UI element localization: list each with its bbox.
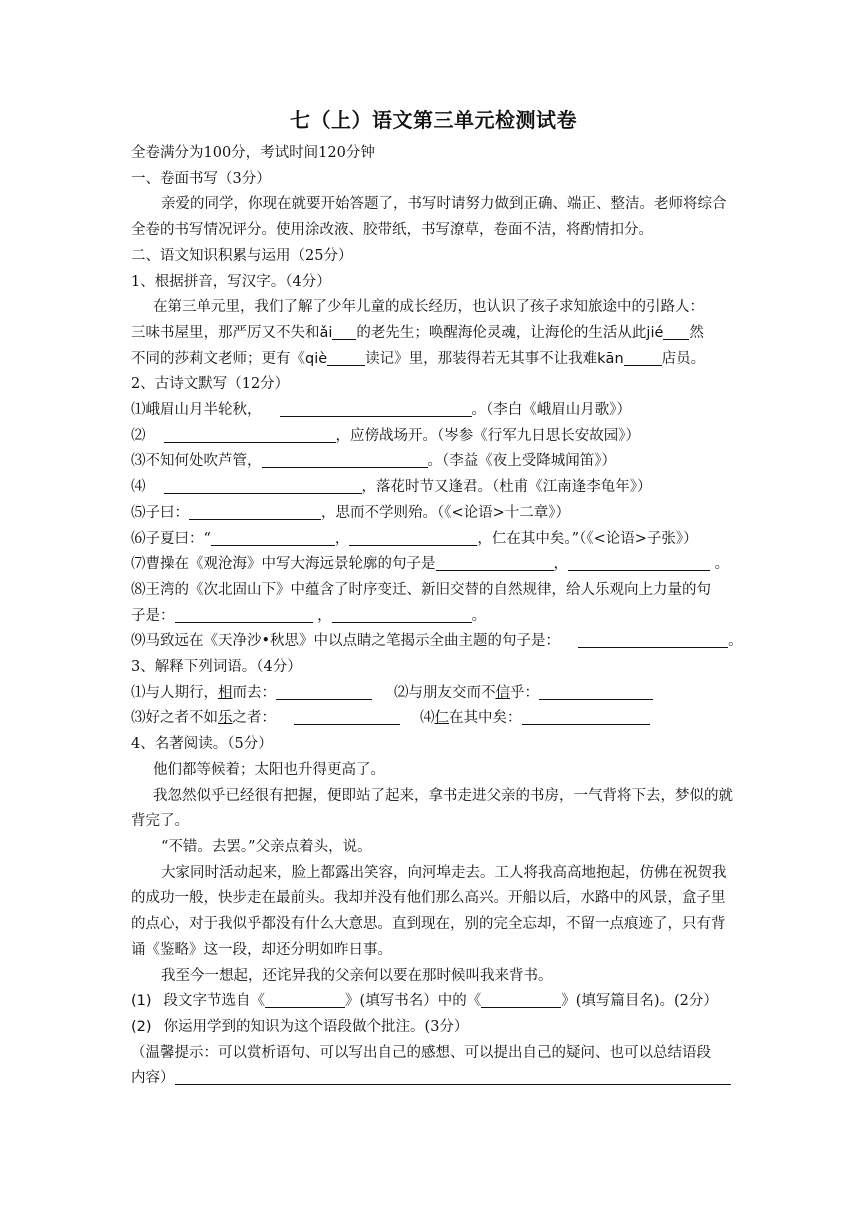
answer-blank-word-4[interactable] bbox=[522, 708, 650, 725]
reading-para-4: 大家同时活动起来，脸上都露出笑容，向河埠走去。工人将我高高地抱起，仿佛在祝贺我的成功一般，快步走在最前头。我却并没有他们那么高兴。开船以后，水路中的风景，盒子里的点心，对于我似乎都没有什么大意思。直到现在，别的完全忘却，不留一点痕迹了，只有背诵《鉴略》这一段，却还分明如昨日事。 bbox=[131, 864, 727, 958]
answer-blank-ai[interactable] bbox=[332, 323, 356, 340]
section1-text: 亲爱的同学，你现在就要开始答题了，书写时请努力做到正确、端正、整洁。老师将综合全卷的书写情况评分。使用涂改液、胶带纸，书写潦草，卷面不洁，将酌情扣分。 bbox=[131, 196, 727, 239]
q4-sub1: (1) 段文字节选自《 》(填写书名）中的《 》(填写篇目名)。(2分） bbox=[131, 993, 718, 1010]
pinyin-ai: ǎi bbox=[319, 324, 333, 341]
poem-line-8a: ⑻王湾的《次北固山下》中蕴含了时序变迁、新旧交替的自然规律，给人乐观向上力量的句 bbox=[131, 581, 711, 598]
q1-line3: 不同的莎莉文老师；更有《qiè 读记》里，那装得若无其事不让我难kān 店员。 bbox=[131, 350, 706, 367]
poem-line-1: ⑴峨眉山月半轮秋， 。（李白《峨眉山月歌》） bbox=[131, 402, 631, 419]
q1-line2: 三味书屋里，那严厉又不失和ǎi 的老先生；唤醒海伦灵魂，让海伦的生活从此jié 然 bbox=[131, 324, 704, 341]
poem-line-8b: 子是： ， 。 bbox=[131, 607, 487, 624]
exam-intro: 全卷满分为100分，考试时间120分钟 bbox=[131, 145, 375, 161]
answer-blank-annotation[interactable] bbox=[175, 1068, 731, 1085]
pinyin-jie: jié bbox=[646, 324, 664, 341]
answer-blank-poem-3[interactable] bbox=[262, 451, 428, 468]
answer-blank-poem-2[interactable] bbox=[164, 426, 336, 443]
poem-line-6: ⑹子夏曰：“ ， ，仁在其中矣。”（《<论语>子张》） bbox=[131, 530, 698, 547]
answer-blank-poem-7a[interactable] bbox=[436, 554, 554, 571]
answer-blank-jie[interactable] bbox=[663, 323, 689, 340]
pinyin-qie: qiè bbox=[305, 350, 328, 367]
answer-blank-word-1[interactable] bbox=[276, 683, 372, 700]
answer-blank-word-2[interactable] bbox=[539, 683, 653, 700]
q4-sub2: (2) 你运用学到的知识为这个语段做个批注。(3分） bbox=[131, 1018, 469, 1035]
answer-blank-chapter[interactable] bbox=[481, 991, 561, 1008]
reading-para-3: “不错。去罢。”父亲点着头，说。 bbox=[161, 838, 372, 855]
exam-content bbox=[131, 104, 743, 1092]
poem-line-5: ⑸子曰： ，思而不学则殆。（《<论语>十二章》） bbox=[131, 504, 571, 521]
answer-blank-poem-5[interactable] bbox=[189, 503, 321, 520]
reading-para-5: 我至今一想起，还诧异我的父亲何以要在那时候叫我来背书。 bbox=[161, 967, 553, 984]
poem-line-3: ⑶不知何处吹芦管， 。（李益《夜上受降城闻笛》） bbox=[131, 453, 616, 470]
answer-blank-poem-8b[interactable] bbox=[332, 606, 472, 623]
q4-tip-line2: 内容） bbox=[131, 1066, 736, 1092]
answer-blank-poem-7b[interactable] bbox=[568, 554, 710, 571]
poem-line-9: ⑼马致远在《天净沙•秋思》中以点睛之笔揭示全曲主题的句子是： 。 bbox=[131, 633, 743, 650]
q3-row2: ⑶好之者不如乐之者： ⑷仁在其中矣： bbox=[131, 706, 736, 732]
answer-blank-qie[interactable] bbox=[327, 349, 365, 366]
pinyin-kan: kān bbox=[597, 350, 624, 367]
poem-line-7: ⑺曹操在《观沧海》中写大海远景轮廓的句子是 ， 。 bbox=[131, 556, 730, 573]
q1-heading: 1、根据拼音，写汉字。（4分） bbox=[131, 273, 331, 290]
answer-blank-word-3[interactable] bbox=[294, 708, 400, 725]
answer-blank-poem-6b[interactable] bbox=[349, 529, 477, 546]
answer-blank-kan[interactable] bbox=[624, 349, 662, 366]
reading-para-1: 他们都等候着；太阳也升得更高了。 bbox=[153, 761, 385, 778]
q2-heading: 2、古诗文默写（12分） bbox=[131, 376, 290, 393]
page-title: 七（上）语文第三单元检测试卷 bbox=[290, 108, 577, 132]
q3-row1: ⑴与人期行，相而去： ⑵与朋友交而不信乎： bbox=[131, 681, 736, 707]
answer-blank-poem-9[interactable] bbox=[578, 631, 728, 648]
answer-blank-poem-6a[interactable] bbox=[211, 529, 335, 546]
answer-blank-book[interactable] bbox=[265, 991, 345, 1008]
section2-heading: 二、语文知识积累与运用（25分） bbox=[131, 247, 353, 264]
q4-tip-line1: （温馨提示：可以赏析语句、可以写出自己的感想、可以提出自己的疑问、也可以总结语段 bbox=[131, 1044, 711, 1061]
q1-line1: 在第三单元里，我们了解了少年儿童的成长经历，也认识了孩子求知旅途中的引路人： bbox=[153, 299, 704, 316]
q4-heading: 4、名著阅读。（5分） bbox=[131, 736, 273, 753]
answer-blank-poem-8a[interactable] bbox=[175, 606, 313, 623]
poem-line-4: ⑷ ，落花时节又逢君。（杜甫《江南逢李龟年》） bbox=[131, 479, 652, 496]
answer-blank-poem-1[interactable] bbox=[280, 400, 472, 417]
section1-heading: 一、卷面书写（3分） bbox=[131, 170, 271, 187]
reading-para-2: 我忽然似乎已经很有把握，便即站了起来，拿书走进父亲的书房，一气背将下去，梦似的就背完了。 bbox=[131, 787, 733, 830]
q3-heading: 3、解释下列词语。（4分） bbox=[131, 659, 302, 676]
poem-line-2: ⑵ ，应傍战场开。（岑参《行军九日思长安故园》） bbox=[131, 427, 640, 444]
answer-blank-poem-4[interactable] bbox=[164, 477, 362, 494]
